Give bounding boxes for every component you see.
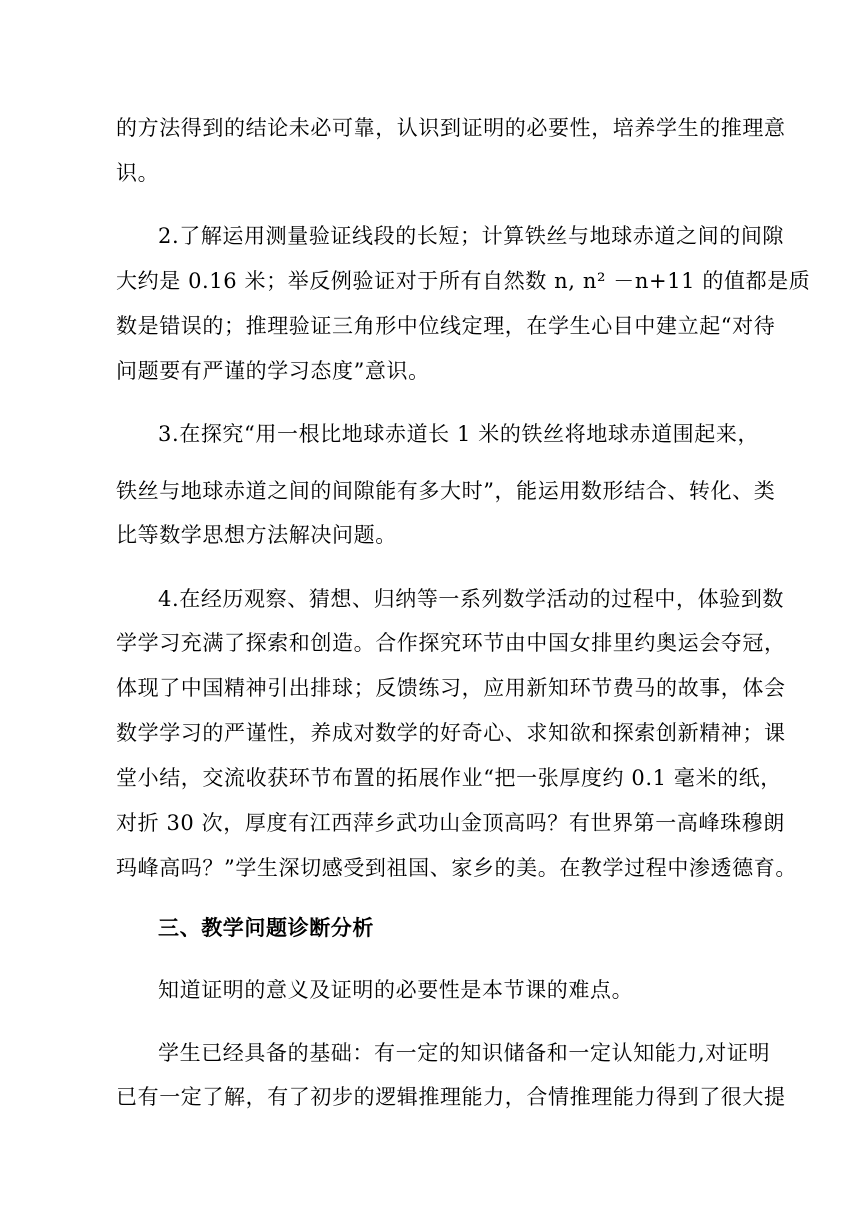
paragraph-line: 识。 xyxy=(116,161,160,185)
paragraph-line: 玛峰高吗？”学生深切感受到祖国、家乡的美。在教学过程中渗透德育。 xyxy=(116,856,797,880)
section-heading: 三、教学问题诊断分析 xyxy=(158,915,374,940)
paragraph-line: 比等数学思想方法解决问题。 xyxy=(116,523,397,547)
paragraph-line: 数是错误的；推理验证三角形中位线定理，在学生心目中建立起“对待 xyxy=(116,314,776,338)
difficulty-statement: 知道证明的意义及证明的必要性是本节课的难点。 xyxy=(158,978,634,1002)
paragraph-line: 学生已经具备的基础：有一定的知识储备和一定认知能力,对证明 xyxy=(158,1041,771,1065)
paragraph-line: 问题要有严谨的学习态度”意识。 xyxy=(116,359,430,383)
paragraph-line: 体现了中国精神引出排球；反馈练习，应用新知环节费马的故事，体会 xyxy=(116,676,786,700)
paragraph-line: 数学学习的严谨性，养成对数学的好奇心、求知欲和探索创新精神；课 xyxy=(116,721,786,745)
paragraph-line: 铁丝与地球赤道之间的间隙能有多大时”，能运用数形结合、转化、类 xyxy=(116,479,776,503)
paragraph-line: 的方法得到的结论未必可靠，认识到证明的必要性，培养学生的推理意 xyxy=(116,116,786,140)
paragraph-line: 3.在探究“用一根比地球赤道长 1 米的铁丝将地球赤道围起来， xyxy=(158,422,760,446)
paragraph-line: 2.了解运用测量验证线段的长短；计算铁丝与地球赤道之间的间隙 xyxy=(158,224,785,248)
paragraph-line: 堂小结，交流收获环节布置的拓展作业“把一张厚度约 0.1 毫米的纸， xyxy=(116,766,782,790)
paragraph-line: 大约是 0.16 米；举反例验证对于所有自然数 n, n² －n+11 的值都是质 xyxy=(116,269,811,293)
paragraph-line: 对折 30 次，厚度有江西萍乡武功山金顶高吗？有世界第一高峰珠穆朗 xyxy=(116,811,785,835)
paragraph-line: 4.在经历观察、猜想、归纳等一系列数学活动的过程中，体验到数 xyxy=(158,587,785,611)
paragraph-line: 已有一定了解，有了初步的逻辑推理能力，合情推理能力得到了很大提 xyxy=(116,1085,786,1109)
paragraph-line: 学学习充满了探索和创造。合作探究环节由中国女排里约奥运会夺冠， xyxy=(116,631,786,655)
